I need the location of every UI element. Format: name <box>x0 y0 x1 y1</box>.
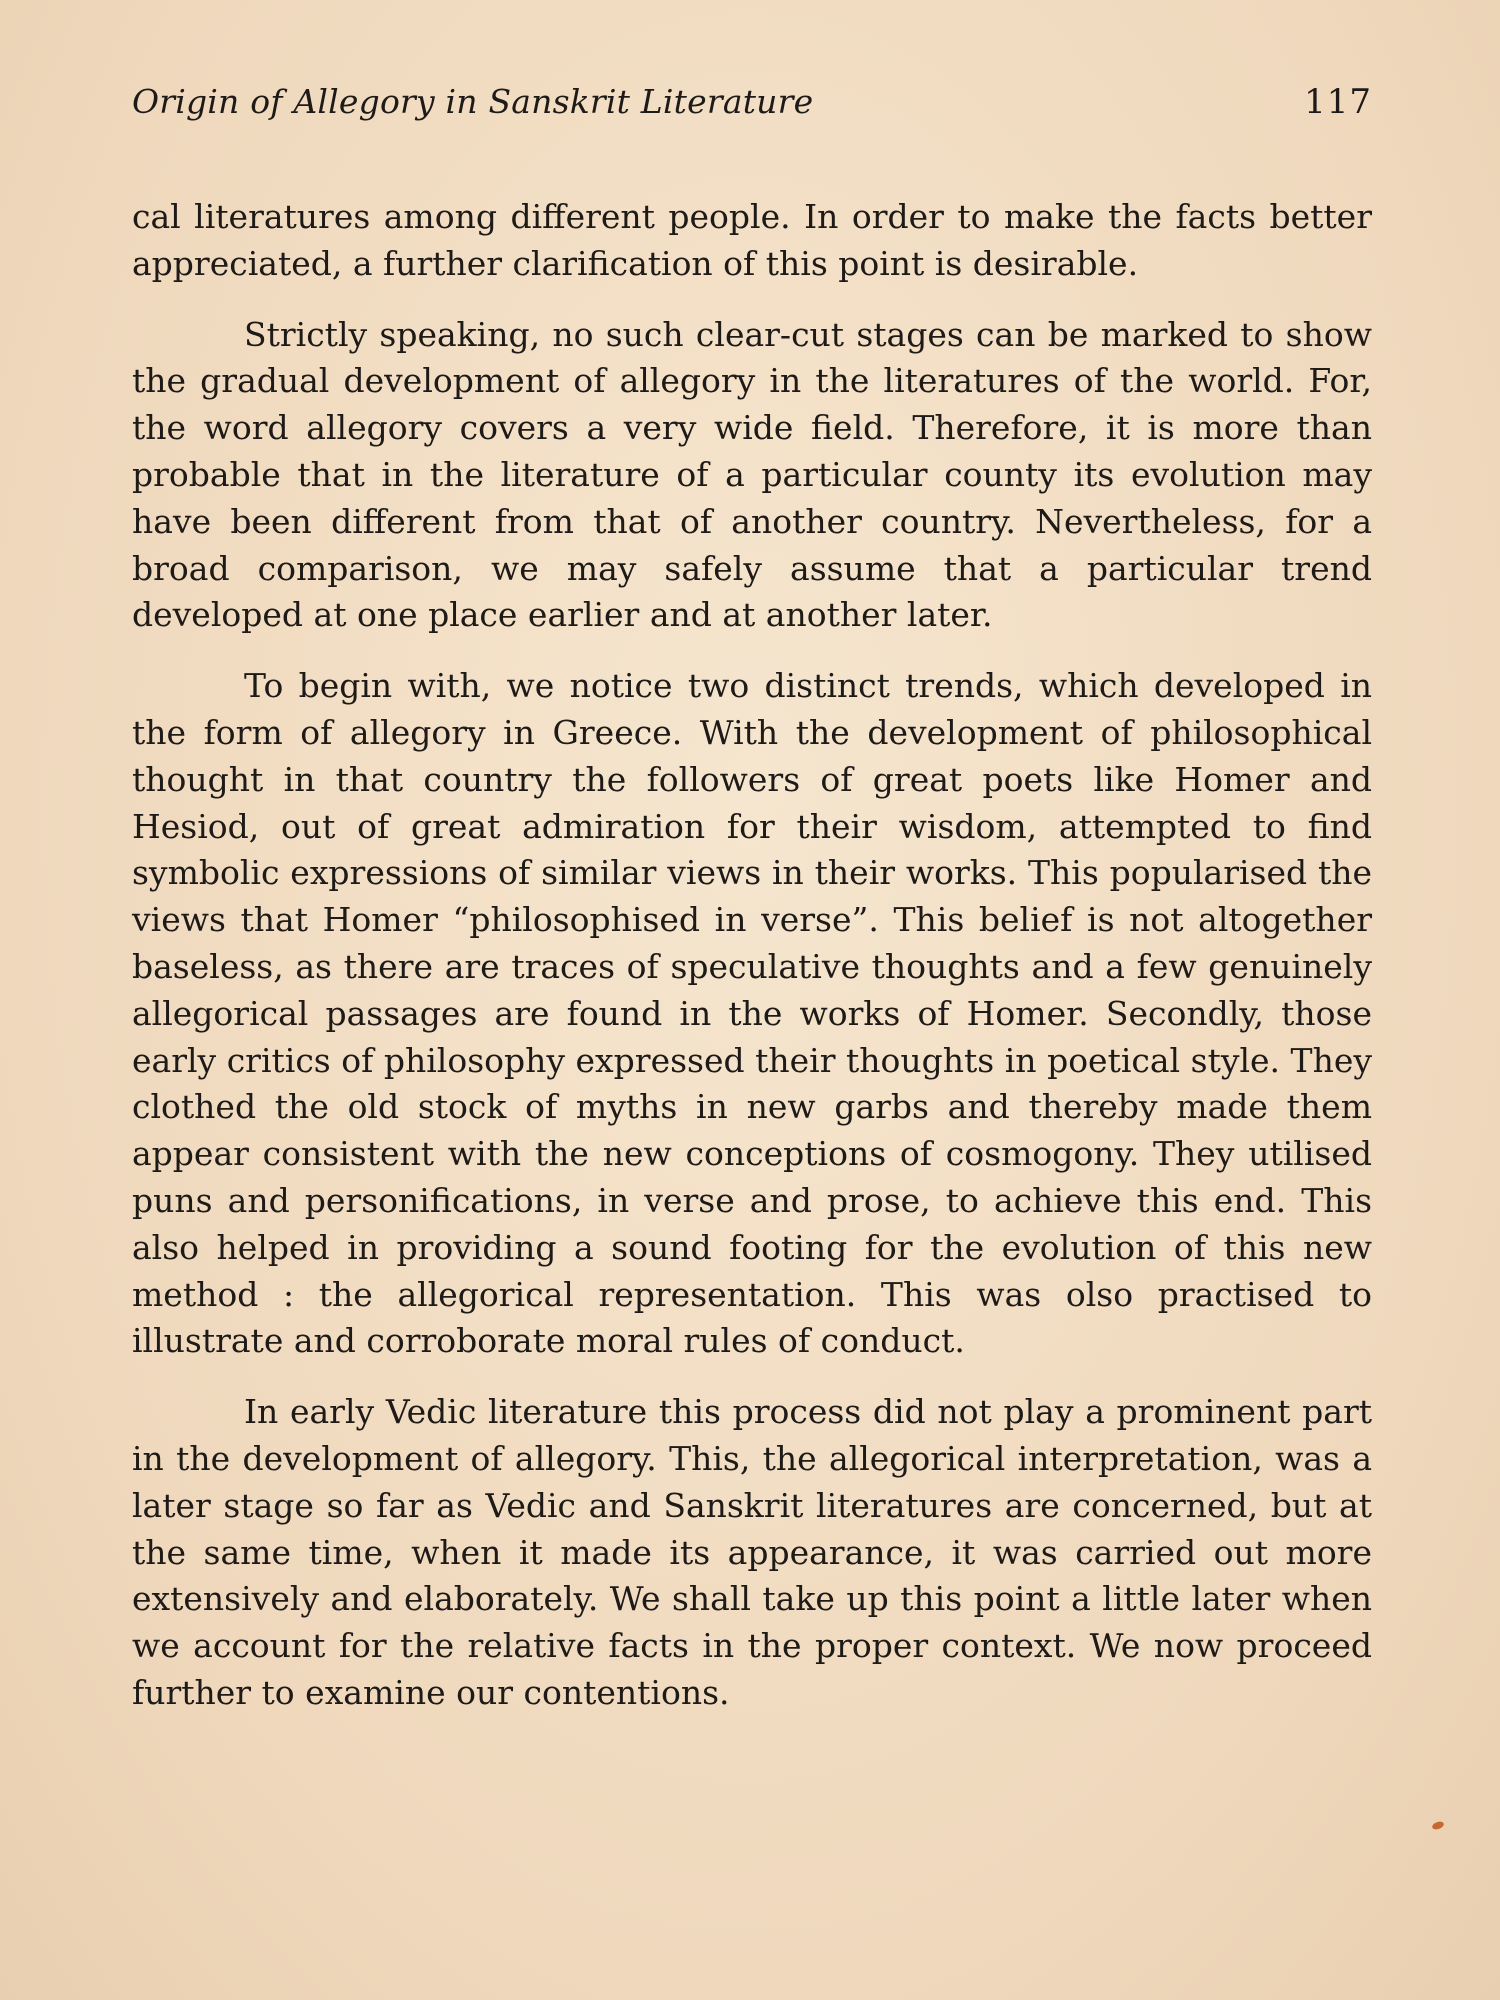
book-page <box>132 82 1372 1741</box>
page-number: 117 <box>1304 82 1372 122</box>
ink-mark <box>1431 1820 1445 1831</box>
paragraph: To begin with, we notice two distinct trends, which developed in the form of allegory in Greece. With the development of philosophical thought in that country the followers of great poets like Homer and Hesiod, out of great admiration for their wisdom, attempted to find symbolic expressions of similar views in their works. This popularised the views that Homer “philosophised in verse”. This belief is not altogether baseless, as there are traces of speculative thoughts and a few genuinely allegorical passages are found in the works of Homer. Secondly, those early critics of philosophy expressed their thoughts in poetical style. They clothed the old stock of myths in new garbs and thereby made them appear consistent with the new conceptions of cosmogony. They utilised puns and personifications, in verse and prose, to achieve this end. This also helped in providing a sound footing for the evolution of this new method : the allegorical representation. This was olso practised to illustrate and corroborate moral rules of conduct. <box>132 666 1372 1361</box>
running-head <box>132 82 1372 134</box>
paragraph: Strictly speaking, no such clear-cut stages can be marked to show the gradual development of allegory in the literatures of the world. For, the word allegory covers a very wide field. Therefore, it is more than probable that in the literature of a particular county its evolution may have been different from that of another country. Nevertheless, for a broad comparison, we may safely assume that a particular trend developed at one place earlier and at another later. <box>132 314 1372 635</box>
paragraph-continued: cal literatures among different people. In order to make the facts better appreciated, a further clarification of this point is desirable. <box>132 197 1372 283</box>
paragraph: In early Vedic literature this process did not play a prominent part in the development of allegory. This, the allegorical interpretation, was a later stage so far as Vedic and Sanskrit literatures are concerned, but at the same time, when it made its appearance, it was carried out more extensively and elaborately. We shall take up this point a little later when we account for the relative facts in the proper context. We now proceed further to examine our contentions. <box>132 1392 1372 1712</box>
running-title: Origin of Allegory in Sanskrit Literature <box>132 82 814 121</box>
body-text <box>132 194 1372 1717</box>
